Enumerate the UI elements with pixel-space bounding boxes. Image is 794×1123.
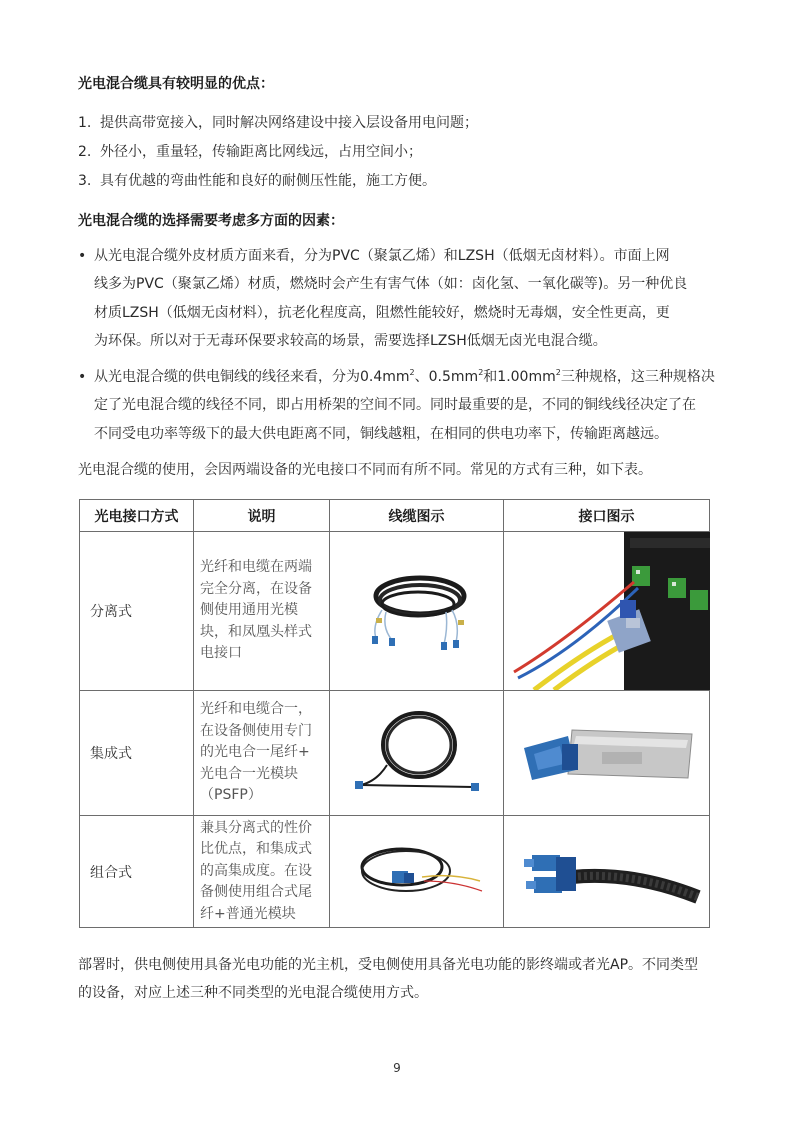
bullet-dot: •: [78, 369, 87, 385]
mode-cell: 集成式: [80, 691, 194, 816]
cable-image-separated: [330, 532, 504, 691]
item-number: 1.: [78, 115, 92, 131]
table-row: [80, 691, 710, 816]
closing-line: 的设备，对应上述三种不同类型的光电混合缆使用方式。: [78, 985, 428, 1001]
item-number: 2.: [78, 144, 92, 160]
interface-image-integrated: [504, 691, 710, 816]
cable-image-integrated: [330, 691, 504, 816]
advantage-item-3: [78, 170, 436, 190]
mode-cell: 组合式: [80, 816, 194, 928]
closing-paragraph: [78, 951, 724, 1007]
item-text: 提供高带宽接入，同时解决网络建设中接入层设备用电问题；: [100, 115, 478, 131]
advantage-item-2: [78, 141, 422, 161]
advantage-item-1: [78, 112, 478, 132]
bullet-line: 定了光电混合缆的线径不同，即占用桥架的空间不同。同时最重要的是，不同的铜线线径决定了在: [94, 397, 696, 414]
closing-line: 部署时，供电侧使用具备光电功能的光主机，受电侧使用具备光电功能的影终端或者光AP。不同类型: [78, 957, 699, 973]
header-interface-mode: 光电接口方式: [80, 500, 194, 532]
table-row: [80, 532, 710, 691]
item-text: 具有优越的弯曲性能和良好的耐侧压性能，施工方便。: [100, 173, 436, 189]
description-cell: 光纤和电缆合一， 在设备侧使用专门 的光电合一尾纤+ 光电合一光模块 （PSFP）: [194, 691, 330, 816]
item-text: 外径小，重量轻，传输距离比网线远，占用空间小；: [100, 144, 422, 160]
item-number: 3.: [78, 173, 92, 189]
coiled-cable-image: [352, 556, 482, 666]
table-row: [80, 816, 710, 928]
combined-connector-image: [512, 827, 702, 917]
psfp-module-image: [512, 708, 702, 798]
advantages-heading: 光电混合缆具有较明显的优点：: [78, 76, 274, 92]
interface-image-combined: [504, 816, 710, 928]
switch-port-image: [504, 532, 710, 690]
interface-image-separated: [504, 532, 710, 691]
header-interface-image: 接口图示: [504, 500, 710, 532]
bullet-copper-gauge: [78, 363, 724, 448]
bullet-line: 为环保。所以对于无毒环保要求较高的场景，需要选择LZSH低烟无卤光电混合缆。: [94, 332, 607, 349]
header-cable-image: 线缆图示: [330, 500, 504, 532]
bullet-line: 从光电混合缆外皮材质方面来看，分为PVC（聚氯乙烯）和LZSH（低烟无卤材料）。市面上网: [94, 248, 670, 264]
cable-image-combined: [330, 816, 504, 928]
table-header-row: [80, 500, 710, 532]
coiled-cable-image: [347, 703, 487, 803]
table-intro: 光电混合缆的使用，会因两端设备的光电接口不同而有所不同。常见的方式有三种，如下表。: [78, 462, 652, 478]
selection-heading: 光电混合缆的选择需要考虑多方面的因素：: [78, 213, 344, 229]
bullet-sheath-material: [78, 242, 724, 355]
bullet-dot: •: [78, 248, 87, 264]
header-description: 说明: [194, 500, 330, 532]
bullet-line: 不同受电功率等级下的最大供电距离不同，铜线越粗，在相同的供电功率下，传输距离越远。: [94, 425, 668, 442]
description-cell: 兼具分离式的性价 比优点，和集成式 的高集成度。在设 备侧使用组合式尾 纤+普通光模块: [194, 816, 330, 928]
bullet-line: 从光电混合缆的供电铜线的线径来看，分为$0.4mm^2$、$0.5mm^2$和$1.00mm^2$三种规格，这三种规格决: [94, 368, 715, 385]
page-number: 9: [393, 1061, 401, 1075]
bullet-line: 材质LZSH（低烟无卤材料），抗老化程度高，阻燃性能较好，燃烧时无毒烟，安全性更高，更: [94, 304, 670, 321]
description-cell: 光纤和电缆在两端 完全分离，在设备 侧使用通用光模 块，和凤凰头样式 电接口: [194, 532, 330, 691]
interface-modes-table: [79, 499, 710, 928]
coiled-cable-image: [342, 827, 492, 917]
mode-cell: 分离式: [80, 532, 194, 691]
bullet-line: 线多为PVC（聚氯乙烯）材质，燃烧时会产生有害气体（如：卤化氢、一氧化碳等)。另一种优良: [94, 276, 688, 293]
